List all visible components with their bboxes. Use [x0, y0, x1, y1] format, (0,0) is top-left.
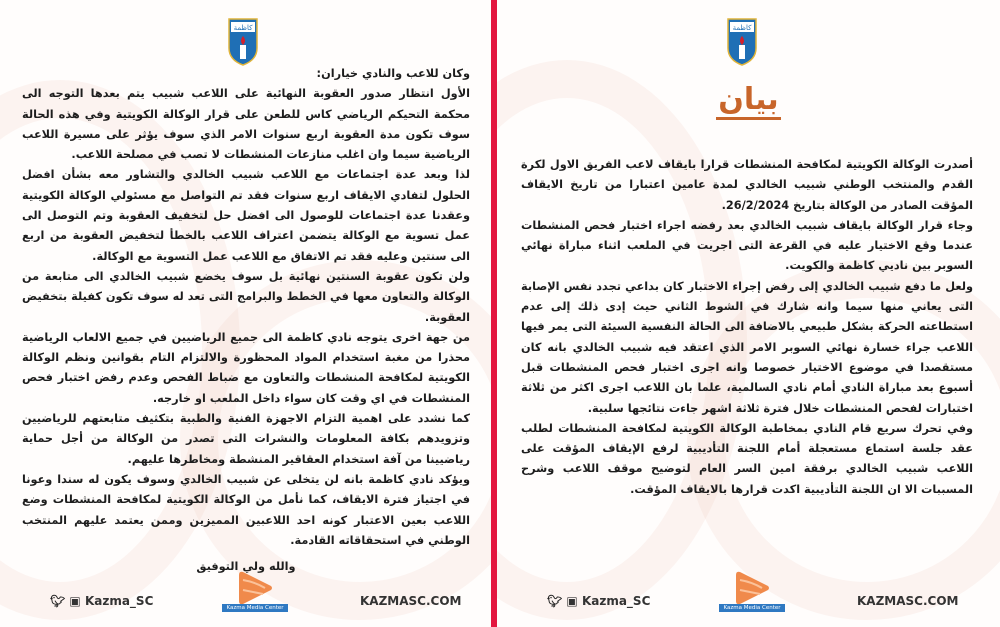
- paragraph: وجاء قرار الوكالة بايقاف شبيب الخالدي بعد رفضه اجراء اختبار فحص المنشطات عندما وقع الاختيار عليه في القرعة التى اجريت في الملعب اثناء مباراة نهائي السوبر بين ناديي كاظمة والكويت.: [521, 218, 973, 273]
- paragraph: من جهة اخرى يتوجه نادي كاظمة الى جميع الرياضيين في جميع الالعاب الرياضية محذرا من مغبة استخدام المواد المحظورة والالتزام التام بقوانين ونظم الوكالة الكويتية لمكافحة المنشطات والتعاون مع ضباط الفحص وعدم رفض اختبار فحص المنشطات في اي وقت كان سواء داخل الملعب او خارجه.: [22, 330, 470, 405]
- statement-continued: [22, 64, 470, 577]
- social-handle[interactable]: 🐦︎ ▣ Kazma_SC: [50, 594, 154, 608]
- website-link[interactable]: KAZMASC.COM: [360, 594, 462, 608]
- paragraph: ولعل ما دفع شبيب الخالدي إلى رفض إجراء الاختبار كان بداعي تجدد نفس الإصابة التى يعاني منها سيما وانه شارك في الشوط الثاني حيث إدى ذلك إلى عدم استطاعته الحركة بشكل طبيعي بالاضافة الى الحالة النفسية السيئة التى يمر فيها اللاعب جراء خسارة نهائي السوبر الامر الذي اعتقد فيه شبيب الخالدي بانه كان مستقصدا في موضوع الاختيار خصوصا وانه اجرى اختبار فحص المنشطات قبل أسبوع بعد مباراة النادي أمام نادي السالمية، علما بان اللاعب اجرى اكثر من ثلاثة اختبارات لفحص المنشطات خلال فترة ثلاثة اشهر جاءت نتائجها سلبية.: [521, 279, 973, 415]
- paragraph: أصدرت الوكالة الكويتية لمكافحة المنشطات قرارا بايقاف لاعب الفريق الاول لكرة القدم والمنتخب الوطني شبيب الخالدي لمدة عامين اعتبارا من تاريخ الايقاف المؤقت الصادر من الوكالة بتاريخ 26/2/2024.: [521, 158, 973, 212]
- kazma-crest-logo: [228, 18, 258, 66]
- paragraph: ويؤكد نادي كاظمة بانه لن يتخلى عن شبيب الخالدي وسوف يكون له سندا وعونا في اجتياز فترة الايقاف، كما نأمل من الوكالة الكويتية لمكافحة المنشطات وضع اللاعب بعين الاعتبار كونه احد اللاعبين المميزين وممن يعتمد عليهم المنتخب الوطني في استحقاقاته القادمة.: [22, 472, 470, 547]
- social-handle[interactable]: 🐦︎ ▣ Kazma_SC: [547, 594, 651, 608]
- paragraph: وفي تحرك سريع قام النادي بمخاطبة الوكالة الكويتية لمكافحة المنشطات لطلب عقد جلسة استماع مستعجلة أمام اللجنة التأديبية لرفع الإيقاف المؤقت على اللاعب شبيب الخالدي برفقة امين السر العام لتوضيح موقف اللاعب وشرح المسببات الا ان اللجنة التأديبية اكدت قرارها بالايقاف المؤقت.: [521, 421, 973, 496]
- paragraph: لذا وبعد عدة اجتماعات مع اللاعب شبيب الخالدي والتشاور معه بشأن افضل الحلول لتفادي الايقاف اربع سنوات فقد تم التواصل مع مسئولي الوكالة الكويتية وعقدنا عدة اجتماعات للوصول الى افضل حل لتخفيف العقوبة وتم التوصل الى عمل تسوية مع الوكالة يتضمن اعتراف اللاعب بالخطأ لتخفيض العقوبة من اربع الى سنتين وعليه فقد تم الاتفاق مع اللاعب عمل التسوية مع الوكالة.: [22, 168, 470, 263]
- paragraph: الأول انتظار صدور العقوبة النهائية على اللاعب شبيب يتم بعدها التوجه الى محكمة التحيكم الرياضي كاس للطعن على قرار الوكالة الكويتية وفي هذه الحالة سوف تكون مدة العقوبة اربع سنوات الامر الذي سوف يؤثر على مسيرة اللاعب الرياضية سيما وان اغلب منازعات المنشطات لا تصب في مصلحة اللاعب.: [22, 87, 470, 162]
- instagram-icon: ▣: [69, 594, 81, 608]
- statement-title: بيان: [497, 82, 1000, 117]
- media-center-label: Kazma Media Center: [222, 604, 288, 612]
- kazma-media-center-logo: [235, 570, 275, 604]
- kazma-crest-logo: [727, 18, 757, 66]
- left-page: [0, 0, 491, 627]
- paragraph: كما نشدد على اهمية التزام الاجهزة الفنية والطبية بتكثيف متابعتهم للرياضيين وتزويدهم بكافة المعلومات والنشرات التى تصدر من الوكالة من أجل حماية رياضيينا من آفة استخدام العقاقير المنشطة ومخاطرها عليهم.: [22, 412, 470, 466]
- kazma-media-center-logo: [732, 570, 772, 604]
- statement-body: [521, 155, 973, 500]
- closing-line: والله ولي التوفيق: [196, 560, 296, 574]
- instagram-icon: ▣: [566, 594, 578, 608]
- twitter-icon: 🐦︎: [50, 594, 66, 608]
- right-page: [497, 0, 1000, 627]
- twitter-icon: 🐦︎: [547, 594, 563, 608]
- paragraph: ولن تكون عقوبة السنتين نهائية بل سوف يخضع شبيب الخالدي الى متابعة من الوكالة والتعاون معها في الخطط والبرامج التى تعد له سوف تكون كفيلة بتخفيض العقوبة.: [22, 269, 470, 324]
- paragraph: وكان للاعب والنادي خياران:: [316, 67, 470, 80]
- website-link[interactable]: KAZMASC.COM: [857, 594, 959, 608]
- media-center-label: Kazma Media Center: [719, 604, 785, 612]
